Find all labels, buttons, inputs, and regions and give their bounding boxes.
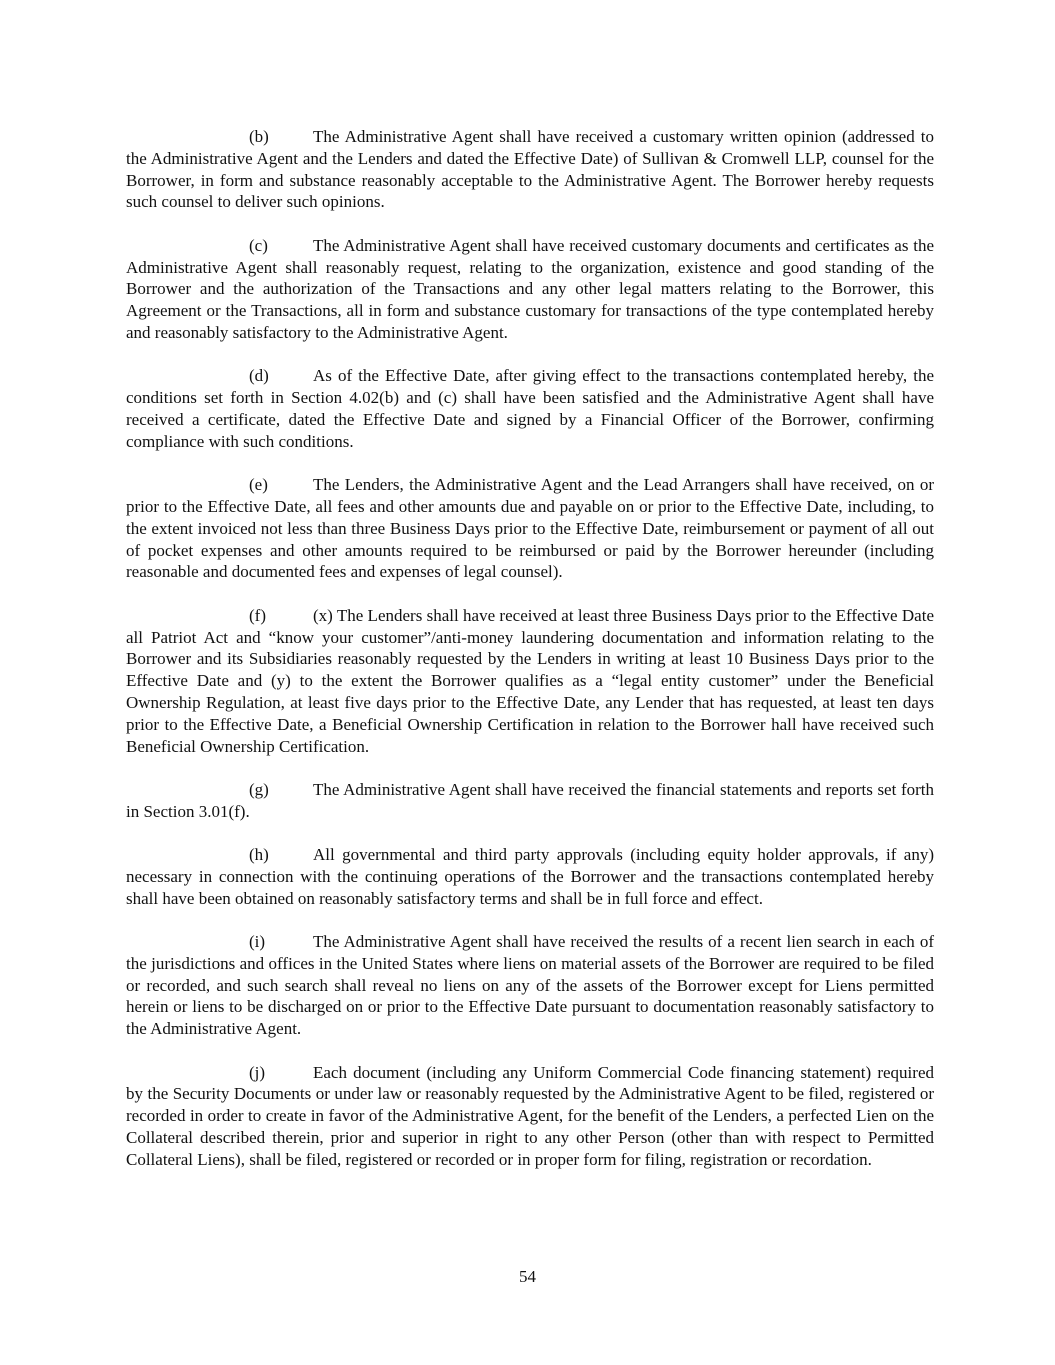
- paragraph-marker: (e): [249, 475, 268, 495]
- paragraph-b: [126, 126, 934, 213]
- paragraph-text: (x) The Lenders shall have received at least three Business Days prior to the Effective Date all Patriot Act and “know your customer”/anti-money laundering documentation and information relating to the Borrower and its Subsidiaries reasonably requested by the Lenders in writing at least 10 Business Days prior to the Effective Date and (y) to the extent the Borrower qualifies as a “legal entity customer” under the Beneficial Ownership Regulation, at least five days prior to the Effective Date, any Lender that has requested, at least ten days prior to the Effective Date, a Beneficial Ownership Certification in relation to the Borrower hall have received such Beneficial Ownership Certification.: [126, 605, 934, 756]
- page-number: 54: [519, 1267, 536, 1286]
- paragraph-marker: (i): [249, 932, 266, 952]
- paragraph-marker: (b): [249, 127, 269, 146]
- paragraph-marker: (c): [249, 235, 268, 255]
- paragraph-text: The Administrative Agent shall have received customary documents and certificates as the Administrative Agent shall reasonably request, relating to the organization, existence and good standing of the Borrower and the authorization of the Transactions and any other legal matters relating to the Borrower, this Agreement or the Transactions, all in form and substance customary for transactions of the type contemplated hereby and reasonably satisfactory to the Administrative Agent.: [126, 235, 934, 342]
- paragraph-j: [126, 1062, 934, 1171]
- paragraph-text: The Administrative Agent shall have received a customary written opinion (addressed to the Administrative Agent and the Lenders and dated the Effective Date) of Sullivan & Cromwell LLP, counsel for the Borrower, in form and substance reasonably acceptable to the Administrative Agent. The Borrower hereby requests such counsel to deliver such opinions.: [126, 127, 934, 212]
- paragraph-marker: (f): [249, 605, 266, 625]
- paragraph-marker: (d): [249, 366, 269, 386]
- paragraph-h: [126, 844, 934, 909]
- paragraph-marker: (j): [249, 1062, 266, 1082]
- paragraph-marker: (g): [249, 779, 269, 799]
- document-body: [126, 126, 934, 1192]
- paragraph-e: [126, 474, 934, 583]
- paragraph-d: [126, 365, 934, 452]
- paragraph-text: The Administrative Agent shall have received the financial statements and reports set forth in Section 3.01(f).: [126, 779, 934, 821]
- paragraph-text: As of the Effective Date, after giving effect to the transactions contemplated hereby, the conditions set forth in Section 4.02(b) and (c) shall have been satisfied and the Administrative Agent shall have received a certificate, dated the Effective Date and signed by a Financial Officer of the Borrower, confirming compliance with such conditions.: [126, 366, 934, 451]
- paragraph-marker: (h): [249, 845, 269, 865]
- paragraph-text: The Administrative Agent shall have received the results of a recent lien search in each of the jurisdictions and offices in the United States where liens on material assets of the Borrower are required to be filed or recorded, and such search shall reveal no liens on any of the assets of the Borrower except for Liens permitted herein or liens to be discharged on or prior to the Effective Date pursuant to documentation reasonably satisfactory to the Administrative Agent.: [126, 932, 934, 1039]
- paragraph-text: All governmental and third party approvals (including equity holder approvals, if any) necessary in connection with the continuing operations of the Borrower and the transactions contemplated hereby shall have been obtained on reasonably satisfactory terms and shall be in full force and effect.: [126, 845, 934, 908]
- paragraph-g: [126, 779, 934, 823]
- paragraph-i: [126, 931, 934, 1040]
- paragraph-text: The Lenders, the Administrative Agent and the Lead Arrangers shall have received, on or prior to the Effective Date, all fees and other amounts due and payable on or prior to the Effective Date, including, to the extent invoiced not less than three Business Days prior to the Effective Date, reimbursement or payment of all out of pocket expenses and other amounts required to be reimbursed or paid by the Borrower hereunder (including reasonable and documented fees and expenses of legal counsel).: [126, 475, 934, 582]
- paragraph-c: [126, 235, 934, 344]
- paragraph-text: Each document (including any Uniform Commercial Code financing statement) required by the Security Documents or under law or reasonably requested by the Administrative Agent to be filed, registered or recorded in order to create in favor of the Administrative Agent, for the benefit of the Lenders, a perfected Lien on the Collateral described therein, prior and superior in right to any other Person (other than with respect to Permitted Collateral Liens), shall be filed, registered or recorded or in proper form for filing, registration or recordation.: [126, 1062, 934, 1169]
- paragraph-f: [126, 605, 934, 758]
